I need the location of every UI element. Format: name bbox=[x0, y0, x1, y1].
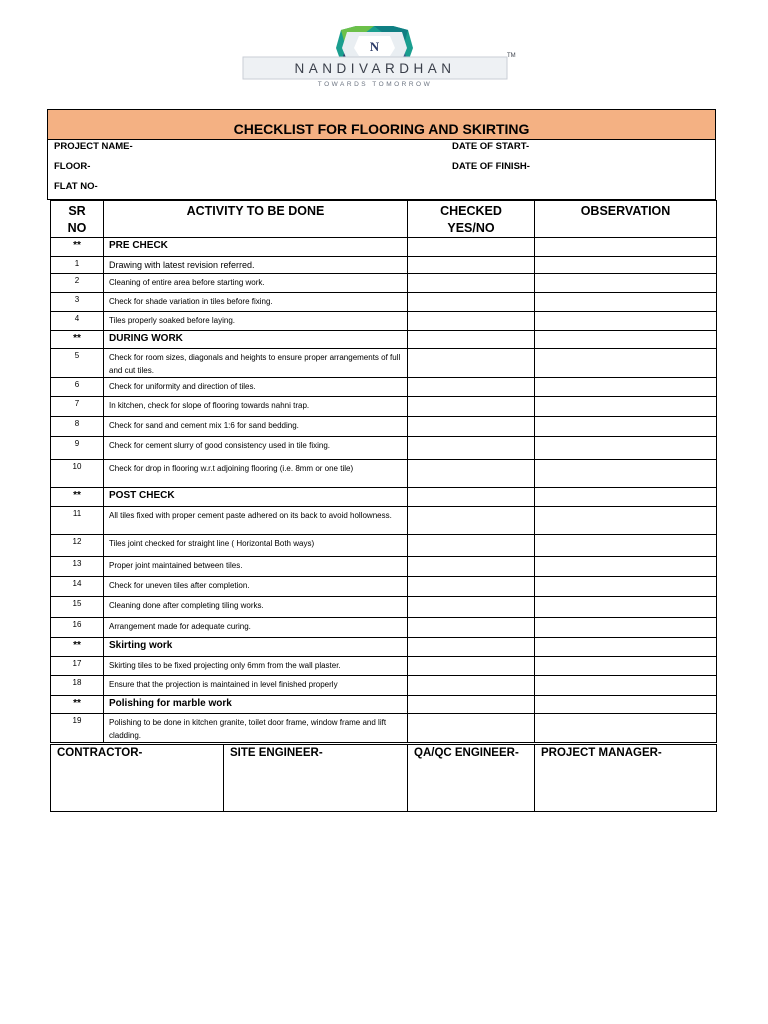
checked-cell[interactable] bbox=[408, 274, 535, 293]
observation-cell[interactable] bbox=[535, 657, 717, 676]
checked-cell[interactable] bbox=[408, 417, 535, 437]
project-name-label: PROJECT NAME- bbox=[54, 141, 133, 152]
col-sr-no: SR NO bbox=[51, 201, 104, 238]
activity-cell: Skirting tiles to be fixed projecting only 6mm from the wall plaster. bbox=[104, 657, 408, 676]
sr-no-cell: 18 bbox=[51, 676, 104, 696]
observation-cell[interactable] bbox=[535, 397, 717, 417]
checked-cell[interactable] bbox=[408, 397, 535, 417]
table-row bbox=[51, 417, 717, 437]
sr-no-cell: 17 bbox=[51, 657, 104, 676]
activity-cell: All tiles fixed with proper cement paste adhered on its back to avoid hollowness. bbox=[104, 507, 408, 535]
checked-cell[interactable] bbox=[408, 557, 535, 577]
checked-cell[interactable] bbox=[408, 507, 535, 535]
table-row bbox=[51, 714, 717, 743]
sr-no-cell: 19 bbox=[51, 714, 104, 743]
checked-cell[interactable] bbox=[408, 460, 535, 488]
col-observation: OBSERVATION bbox=[535, 201, 717, 238]
section-title: DURING WORK bbox=[104, 331, 408, 349]
sr-no-cell: ** bbox=[51, 488, 104, 507]
observation-cell[interactable] bbox=[535, 460, 717, 488]
logo-mark-letter: N bbox=[369, 39, 380, 54]
table-row bbox=[51, 618, 717, 638]
floor-label: FLOOR- bbox=[54, 161, 91, 172]
checked-cell[interactable] bbox=[408, 488, 535, 507]
activity-cell: Arrangement made for adequate curing. bbox=[104, 618, 408, 638]
observation-cell[interactable] bbox=[535, 597, 717, 618]
checked-cell[interactable] bbox=[408, 638, 535, 657]
observation-cell[interactable] bbox=[535, 331, 717, 349]
sr-no-cell: ** bbox=[51, 238, 104, 257]
sr-no-cell: ** bbox=[51, 331, 104, 349]
checked-cell[interactable] bbox=[408, 597, 535, 618]
observation-cell[interactable] bbox=[535, 557, 717, 577]
table-row bbox=[51, 535, 717, 557]
sr-no-cell: 2 bbox=[51, 274, 104, 293]
checked-cell[interactable] bbox=[408, 657, 535, 676]
sr-no-cell: 12 bbox=[51, 535, 104, 557]
sr-no-cell: 8 bbox=[51, 417, 104, 437]
observation-cell[interactable] bbox=[535, 312, 717, 331]
section-row bbox=[51, 331, 717, 349]
table-row bbox=[51, 597, 717, 618]
table-row bbox=[51, 557, 717, 577]
sr-no-cell: 5 bbox=[51, 349, 104, 378]
table-row bbox=[51, 378, 717, 397]
logo-trademark: TM bbox=[507, 53, 516, 59]
sr-no-cell: 16 bbox=[51, 618, 104, 638]
checked-cell[interactable] bbox=[408, 618, 535, 638]
activity-cell: In kitchen, check for slope of flooring towards nahni trap. bbox=[104, 397, 408, 417]
sr-no-cell: 1 bbox=[51, 257, 104, 274]
checklist-title: CHECKLIST FOR FLOORING AND SKIRTING bbox=[48, 110, 715, 140]
table-row bbox=[51, 437, 717, 460]
sr-no-cell: 6 bbox=[51, 378, 104, 397]
checklist-body bbox=[51, 238, 717, 743]
observation-cell[interactable] bbox=[535, 437, 717, 460]
checked-cell[interactable] bbox=[408, 676, 535, 696]
checked-cell[interactable] bbox=[408, 349, 535, 378]
checked-cell[interactable] bbox=[408, 535, 535, 557]
section-row bbox=[51, 638, 717, 657]
observation-cell[interactable] bbox=[535, 257, 717, 274]
qa-qc-engineer-signature-label: QA/QC ENGINEER- bbox=[408, 745, 535, 812]
section-title: POST CHECK bbox=[104, 488, 408, 507]
signature-row bbox=[50, 744, 717, 812]
checked-cell[interactable] bbox=[408, 714, 535, 743]
activity-cell: Proper joint maintained between tiles. bbox=[104, 557, 408, 577]
site-engineer-signature-label: SITE ENGINEER- bbox=[224, 745, 408, 812]
observation-cell[interactable] bbox=[535, 349, 717, 378]
checked-cell[interactable] bbox=[408, 577, 535, 597]
checked-cell[interactable] bbox=[408, 696, 535, 714]
sr-no-cell: 15 bbox=[51, 597, 104, 618]
sr-no-cell: ** bbox=[51, 696, 104, 714]
observation-cell[interactable] bbox=[535, 417, 717, 437]
activity-cell: Check for sand and cement mix 1:6 for sand bedding. bbox=[104, 417, 408, 437]
observation-cell[interactable] bbox=[535, 507, 717, 535]
section-title: PRE CHECK bbox=[104, 238, 408, 257]
project-manager-signature-label: PROJECT MANAGER- bbox=[535, 745, 717, 812]
logo-tagline: TOWARDS TOMORROW bbox=[317, 81, 433, 88]
checked-cell[interactable] bbox=[408, 238, 535, 257]
table-header-row bbox=[51, 201, 717, 238]
table-row bbox=[51, 349, 717, 378]
flat-no-label: FLAT NO- bbox=[54, 181, 98, 192]
table-row bbox=[51, 676, 717, 696]
activity-cell: Ensure that the projection is maintained in level finished properly bbox=[104, 676, 408, 696]
checked-cell[interactable] bbox=[408, 257, 535, 274]
logo-brand-name: NANDIVARDHAN bbox=[294, 61, 456, 76]
table-row bbox=[51, 460, 717, 488]
sr-no-cell: 7 bbox=[51, 397, 104, 417]
activity-cell: Drawing with latest revision referred. bbox=[104, 257, 408, 274]
checked-cell[interactable] bbox=[408, 331, 535, 349]
observation-cell[interactable] bbox=[535, 274, 717, 293]
sr-no-cell: 4 bbox=[51, 312, 104, 331]
sr-no-cell: ** bbox=[51, 638, 104, 657]
sr-no-cell: 3 bbox=[51, 293, 104, 312]
observation-cell[interactable] bbox=[535, 696, 717, 714]
observation-cell[interactable] bbox=[535, 293, 717, 312]
table-row bbox=[51, 293, 717, 312]
sr-no-cell: 13 bbox=[51, 557, 104, 577]
activity-cell: Polishing to be done in kitchen granite, toilet door frame, window frame and lift cladding. bbox=[104, 714, 408, 743]
activity-cell: Cleaning of entire area before starting work. bbox=[104, 274, 408, 293]
observation-cell[interactable] bbox=[535, 535, 717, 557]
activity-cell: Tiles properly soaked before laying. bbox=[104, 312, 408, 331]
table-row bbox=[51, 397, 717, 417]
sr-no-cell: 11 bbox=[51, 507, 104, 535]
section-row bbox=[51, 488, 717, 507]
col-activity: ACTIVITY TO BE DONE bbox=[104, 201, 408, 238]
section-title: Skirting work bbox=[104, 638, 408, 657]
activity-cell: Tiles joint checked for straight line ( Horizontal Both ways) bbox=[104, 535, 408, 557]
contractor-signature-label: CONTRACTOR- bbox=[51, 745, 224, 812]
section-row bbox=[51, 696, 717, 714]
company-logo bbox=[181, 18, 586, 110]
observation-cell[interactable] bbox=[535, 676, 717, 696]
observation-cell[interactable] bbox=[535, 618, 717, 638]
observation-cell[interactable] bbox=[535, 378, 717, 397]
sr-no-cell: 9 bbox=[51, 437, 104, 460]
sr-no-cell: 14 bbox=[51, 577, 104, 597]
observation-cell[interactable] bbox=[535, 638, 717, 657]
col-checked: CHECKED YES/NO bbox=[408, 201, 535, 238]
activity-cell: Check for uniformity and direction of tiles. bbox=[104, 378, 408, 397]
table-row bbox=[51, 577, 717, 597]
observation-cell[interactable] bbox=[535, 488, 717, 507]
observation-cell[interactable] bbox=[535, 238, 717, 257]
activity-cell: Check for uneven tiles after completion. bbox=[104, 577, 408, 597]
table-row bbox=[51, 657, 717, 676]
checked-cell[interactable] bbox=[408, 312, 535, 331]
activity-cell: Check for room sizes, diagonals and heights to ensure proper arrangements of full and cut tiles. bbox=[104, 349, 408, 378]
checked-cell[interactable] bbox=[408, 293, 535, 312]
section-row bbox=[51, 238, 717, 257]
date-of-start-label: DATE OF START- bbox=[452, 141, 530, 152]
observation-cell[interactable] bbox=[535, 577, 717, 597]
table-row bbox=[51, 312, 717, 331]
checklist-table bbox=[50, 200, 717, 743]
table-row bbox=[51, 257, 717, 274]
section-title: Polishing for marble work bbox=[104, 696, 408, 714]
checklist-header bbox=[47, 109, 716, 200]
checked-cell[interactable] bbox=[408, 378, 535, 397]
table-row bbox=[51, 274, 717, 293]
table-row bbox=[51, 507, 717, 535]
activity-cell: Cleaning done after completing tiling works. bbox=[104, 597, 408, 618]
date-of-finish-label: DATE OF FINISH- bbox=[452, 161, 530, 172]
sr-no-cell: 10 bbox=[51, 460, 104, 488]
activity-cell: Check for cement slurry of good consistency used in tile fixing. bbox=[104, 437, 408, 460]
observation-cell[interactable] bbox=[535, 714, 717, 743]
activity-cell: Check for shade variation in tiles before fixing. bbox=[104, 293, 408, 312]
checked-cell[interactable] bbox=[408, 437, 535, 460]
activity-cell: Check for drop in flooring w.r.t adjoining flooring (i.e. 8mm or one tile) bbox=[104, 460, 408, 488]
